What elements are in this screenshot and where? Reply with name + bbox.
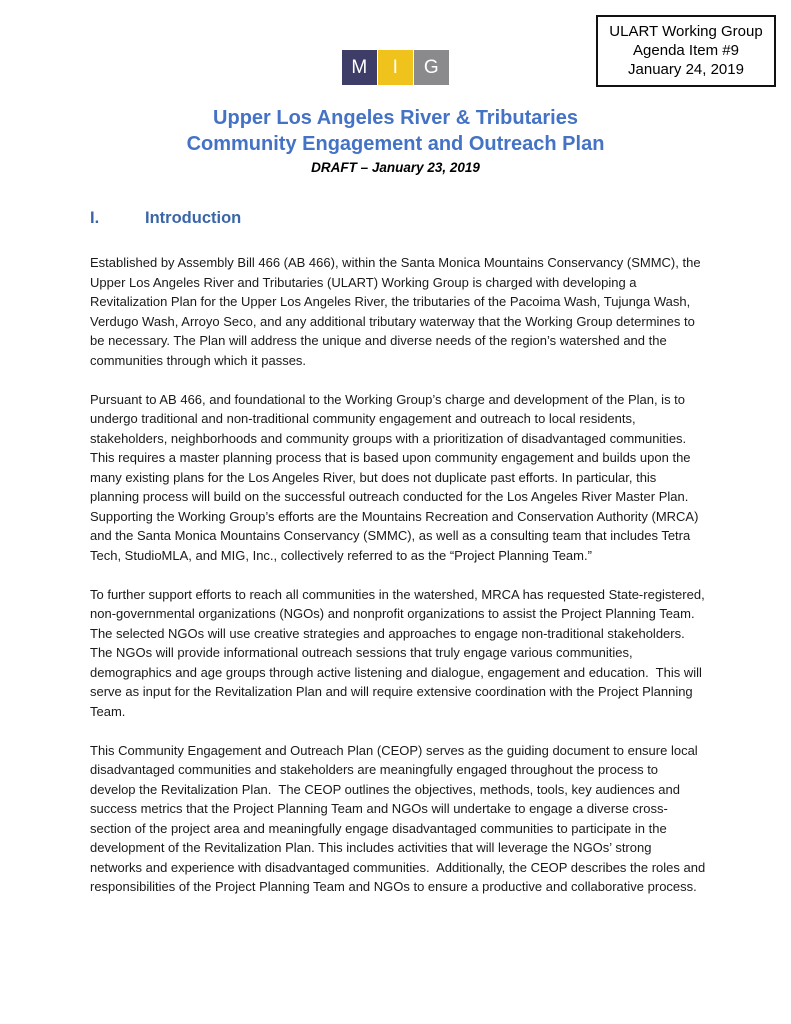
- logo-letter-g: G: [423, 56, 440, 78]
- paragraph-1: Established by Assembly Bill 466 (AB 466), within the Santa Monica Mountains Conservancy (SMMC), the Upper Los Angeles River and Tributaries (ULART) Working Group is charged with developing a Revitalization Plan for the Upper Los Angeles River, the tributaries of the Pacoima Wash, Tujunga Wash, Verdugo Wash, Arroyo Seco, and any additional tributary waterway that the Working Group determines to be necessary. The Plan will address the unique and diverse needs of the region’s watershed and the communities through which it passes.: [90, 255, 705, 368]
- mig-logo-square-i: [378, 50, 413, 85]
- title-line-2: Community Engagement and Outreach Plan: [186, 133, 605, 155]
- section-title: Introduction: [145, 209, 242, 227]
- logo-letter-m: M: [351, 56, 368, 78]
- stamp-line-group: ULART Working Group: [609, 23, 763, 40]
- paragraph-4: This Community Engagement and Outreach Plan (CEOP) serves as the guiding document to ensure local disadvantaged communities and stakeholders are meaningfully engaged throughout the process to develop the Revitalization Plan. The CEOP outlines the objectives, methods, tools, key audiences and success metrics that the Project Planning Team and NGOs will undertake to engage a diverse cross-section of the project area and meaningfully engage disadvantaged communities to participate in the development of the Revitalization Plan. This includes activities that will leverage the NGOs’ strong networks and experience with disadvantaged communities. Additionally, the CEOP describes the roles and responsibilities of the Project Planning Team and NGOs to ensure a productive and collaborative process.: [90, 742, 709, 894]
- stamp-line-date: January 24, 2019: [628, 61, 744, 79]
- agenda-stamp-box: [596, 15, 776, 87]
- stamp-line-item: Agenda Item #9: [633, 42, 739, 60]
- mig-logo-square-g: [414, 50, 449, 85]
- logo-letter-i: I: [392, 56, 399, 78]
- mig-logo: [342, 50, 450, 85]
- draft-date-line: DRAFT – January 23, 2019: [311, 160, 480, 175]
- document-body: [90, 253, 707, 897]
- mig-logo-square-m: [342, 50, 377, 85]
- section-heading-introduction: [90, 209, 791, 228]
- document-title: [0, 105, 791, 177]
- title-line-1: Upper Los Angeles River & Tributaries: [213, 107, 578, 129]
- paragraph-2: Pursuant to AB 466, and foundational to the Working Group’s charge and development of the Plan, is to undergo traditional and non-traditional community engagement and outreach to local residents, stakeholders, neighborhoods and community groups with a prioritization of disadvantaged communities. This requires a master planning process that is based upon community engagement and builds upon the many existing plans for the Los Angeles River, but does not duplicate past efforts. In particular, this planning process will build on the successful outreach conducted for the Los Angeles River Master Plan. Supporting the Working Group’s efforts are the Mountains Recreation and Conservation Authority (MRCA) and the Santa Monica Mountains Conservancy (SMMC), as well as a consulting team that includes Tetra Tech, StudioMLA, and MIG, Inc., collectively referred to as the “Project Planning Team.”: [90, 391, 703, 563]
- paragraph-3: To further support efforts to reach all communities in the watershed, MRCA has requested State-registered, non-governmental organizations (NGOs) and nonprofit organizations to assist the Project Planning Team. The selected NGOs will use creative strategies and approaches to engage non-traditional stakeholders. The NGOs will provide informational outreach sessions that truly engage various communities, demographics and age groups through active listening and dialogue, engagement and education. This will serve as input for the Revitalization Plan and will require extensive coordination with the Project Planning Team.: [90, 586, 709, 719]
- section-number: I.: [90, 209, 100, 227]
